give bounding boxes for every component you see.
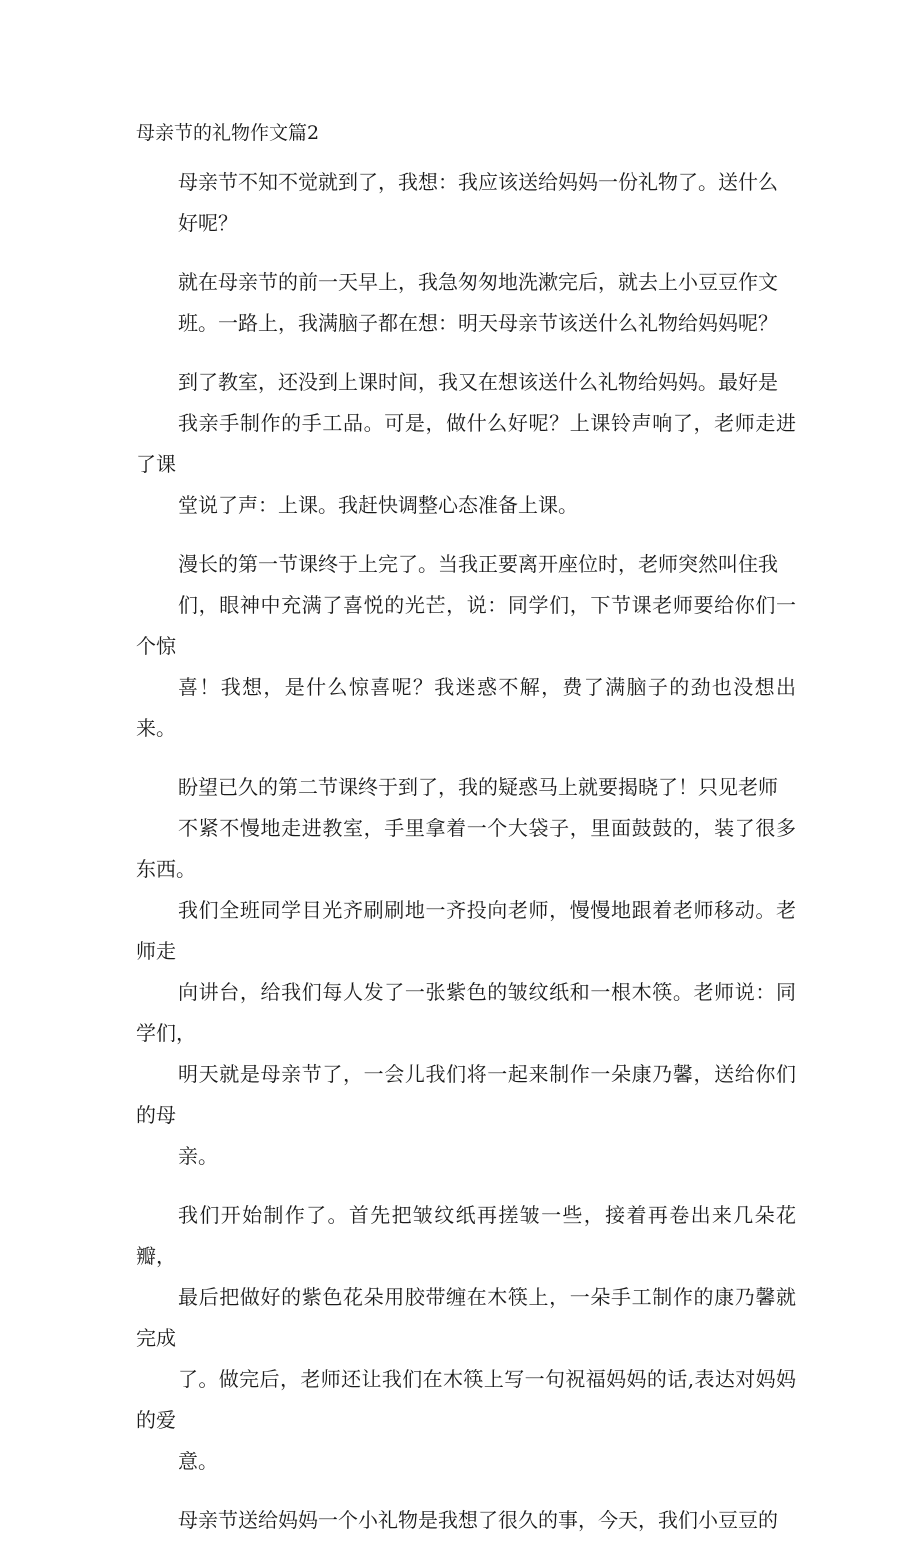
paragraph-line: 我们开始制作了。首先把皱纹纸再搓皱一些，接着再卷出来几朵花瓣，: [136, 1203, 796, 1268]
document-title: 母亲节的礼物作文篇2: [136, 122, 320, 144]
paragraph-line: 到了教室，还没到上课时间，我又在想该送什么礼物给妈妈。最好是: [178, 370, 778, 394]
paragraph-line: 漫长的第一节课终于上完了。当我正要离开座位时，老师突然叫住我: [178, 552, 778, 576]
paragraph-line: 喜！我想，是什么惊喜呢？我迷惑不解，费了满脑子的劲也没想出来。: [136, 675, 796, 740]
paragraph-1: [136, 162, 796, 244]
paragraph-line: 我亲手制作的手工品。可是，做什么好呢？上课铃声响了，老师走进了课: [136, 411, 796, 476]
paragraph-line: 母亲节送给妈妈一个小礼物是我想了很久的事，今天，我们小豆豆的: [178, 1508, 778, 1532]
paragraph-line: 最后把做好的紫色花朵用胶带缠在木筷上，一朵手工制作的康乃馨就完成: [136, 1285, 796, 1350]
paragraph-line: 明天就是母亲节了，一会儿我们将一起来制作一朵康乃馨，送给你们的母: [136, 1062, 796, 1127]
paragraph-line: 们，眼神中充满了喜悦的光芒，说：同学们，下节课老师要给你们一个惊: [136, 593, 796, 658]
paragraph-line: 盼望已久的第二节课终于到了，我的疑惑马上就要揭晓了！只见老师: [178, 775, 778, 799]
paragraph-2: [136, 262, 796, 344]
paragraph-line: 堂说了声：上课。我赶快调整心态准备上课。: [178, 493, 578, 517]
paragraph-4: [136, 544, 796, 749]
paragraph-line: 向讲台，给我们每人发了一张紫色的皱纹纸和一根木筷。老师说：同学们，: [136, 980, 796, 1045]
paragraph-line: 意。: [178, 1449, 218, 1473]
paragraph-line: 母亲节不知不觉就到了，我想：我应该送给妈妈一份礼物了。送什么: [178, 170, 778, 194]
paragraph-7: [136, 1500, 796, 1541]
paragraph-5: [136, 767, 796, 1177]
document-body: [136, 162, 796, 1559]
paragraph-line: 好呢？: [178, 211, 238, 235]
paragraph-line: 我们全班同学目光齐刷刷地一齐投向老师，慢慢地跟着老师移动。老师走: [136, 898, 796, 963]
paragraph-line: 亲。: [178, 1144, 218, 1168]
paragraph-line: 了。做完后，老师还让我们在木筷上写一句祝福妈妈的话,表达对妈妈的爱: [136, 1367, 796, 1432]
paragraph-6: [136, 1195, 796, 1482]
paragraph-line: 就在母亲节的前一天早上，我急匆匆地洗漱完后，就去上小豆豆作文: [178, 270, 778, 294]
paragraph-3: [136, 362, 796, 526]
paragraph-line: 不紧不慢地走进教室，手里拿着一个大袋子，里面鼓鼓的，装了很多东西。: [136, 816, 796, 881]
paragraph-line: 班。一路上，我满脑子都在想：明天母亲节该送什么礼物给妈妈呢？: [178, 311, 778, 335]
